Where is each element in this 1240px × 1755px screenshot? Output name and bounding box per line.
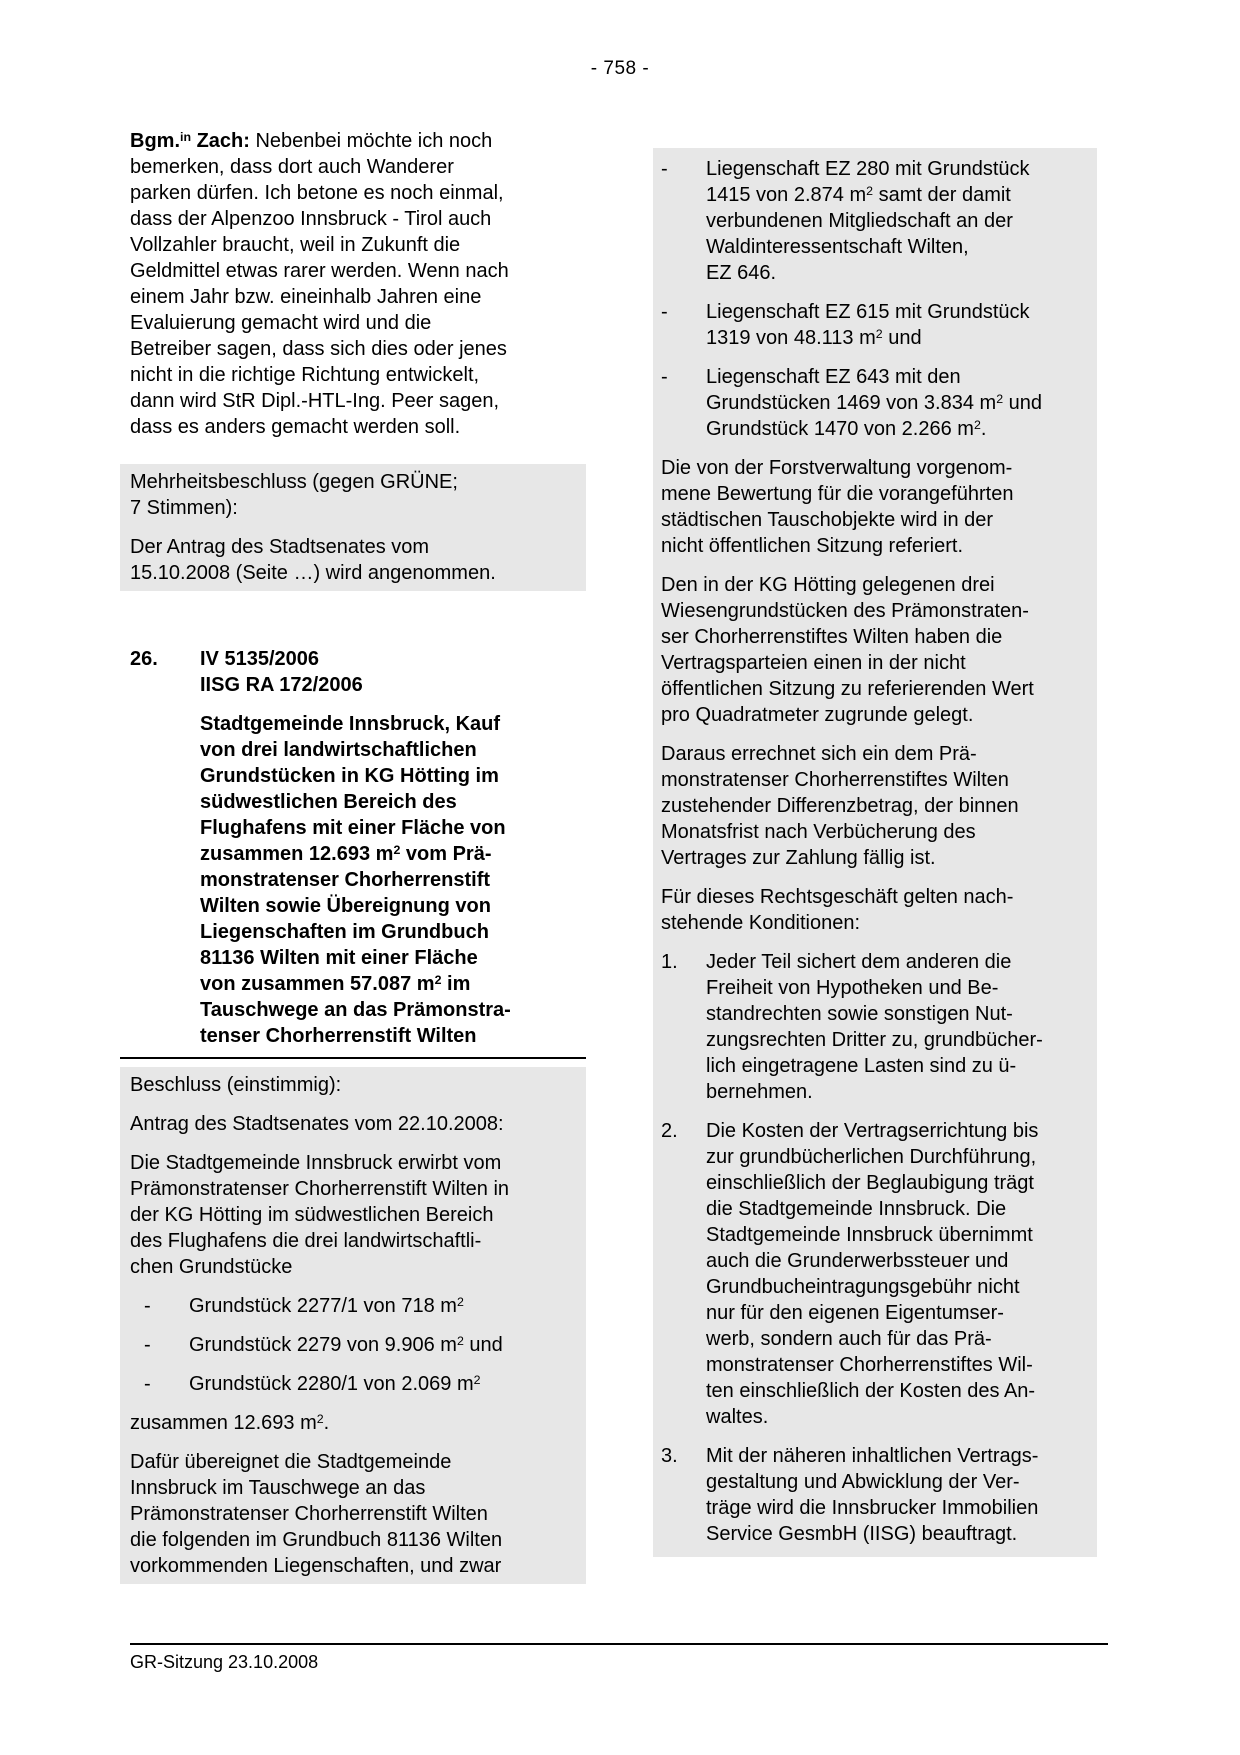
resolution-paragraph: Die Stadtgemeinde Innsbruck erwirbt vom Prämonstratenser Chorherrenstift Wilten in der KG Hötting im südwestlichen Bereich des Flughafens die drei landwirtschaftli- chen Grundstücke (130, 1152, 510, 1278)
list-item (661, 364, 1089, 442)
list-number: 3. (661, 1445, 678, 1467)
resolution-paragraph-2: Dafür übereignet die Stadtgemeinde Innsbruck im Tauschwege an das Prämonstratenser Chorherrenstift Wilten die folgenden im Grundbuch 81136 Wilten vorkommenden Liegenschaften, und zwar (130, 1451, 503, 1577)
list-item-text: Liegenschaft EZ 643 mit den Grundstücken 1469 von 3.834 $m^2$ und Grundstück 1470 von 2.266 $m^2$. (706, 366, 1043, 440)
list-item-text: Grundstück 2279 von 9.906 $m^2$ und (189, 1333, 503, 1356)
numbered-item-text: Jeder Teil sichert dem anderen die Freiheit von Hypotheken und Be- standrechten sowie sonstigen Nut- zungsrechten Dritter zu, grundbücher- lich eingetragene Lasten sind zu ü- bernehmen. (706, 951, 1043, 1103)
resolution-motion: Antrag des Stadtsenates vom 22.10.2008: (130, 1113, 504, 1135)
left-column (120, 128, 586, 1584)
speech-body: bemerken, dass dort auch Wanderer parken dürfen. Ich betone es noch einmal, dass der Alpenzoo Innsbruck - Tirol auch Vollzahler braucht, weil in Zukunft die Geldmittel etwas rarer werden. Wenn nach einem Jahr bzw. eineinhalb Jahren eine Evaluierung gemacht wird und die Betreiber sagen, dass sich dies oder jenes nicht in die richtige Richtung entwickelt, dann wird StR Dipl.-HTL-Ing. Peer sagen, dass es anders gemacht werden soll. (130, 156, 509, 438)
divider-line (120, 1057, 586, 1059)
agenda-item-references: IV 5135/2006 IISG RA 172/2006 (200, 648, 363, 696)
majority-decision-block (120, 464, 586, 591)
difference-paragraph: Daraus errechnet sich ein dem Prä- monstratenser Chorherrenstiftes Wilten zustehender Differenzbetrag, der binnen Monatsfrist nach Verbücherung des Vertrages zur Zahlung fällig ist. (661, 743, 1019, 869)
speaker-superscript: in (180, 129, 192, 144)
property-list (661, 156, 1089, 442)
dash-marker: - (144, 1334, 151, 1356)
agenda-item-header (130, 646, 580, 698)
agenda-item-26 (120, 646, 586, 1049)
numbered-item (661, 1118, 1089, 1430)
numbered-item (661, 949, 1089, 1105)
majority-decision-heading: Mehrheitsbeschluss (gegen GRÜNE; 7 Stimmen): (130, 471, 458, 519)
speaker-name (130, 130, 250, 152)
agenda-item-title: Stadtgemeinde Innsbruck, Kauf von drei landwirtschaftlichen Grundstücken in KG Hötting im südwestlichen Bereich des Flughafens mit einer Fläche von zusammen 12.693 $m^2$ vom Prä- monstratenser Chorherrenstift Wilten sowie Übereignung von Liegenschaften im Grundbuch 81136 Wilten mit einer Fläche von zusammen 57.087 $m^2$ im Tauschwege an das Prämonstra- tenser Chorherrenstift Wilten (200, 713, 511, 1047)
numbered-item (661, 1443, 1089, 1547)
list-item (661, 299, 1089, 351)
list-item (130, 1371, 576, 1397)
speaker-prefix: Bgm. (130, 130, 180, 152)
dash-marker: - (661, 366, 668, 388)
footer-text: GR-Sitzung 23.10.2008 (130, 1652, 319, 1672)
list-item-text: Grundstück 2277/1 von 718 $m^2$ (189, 1294, 464, 1317)
dash-marker: - (144, 1373, 151, 1395)
numbered-item-text: Die Kosten der Vertragserrichtung bis zur grundbücherlichen Durchführung, einschließlich der Beglaubigung trägt die Stadtgemeinde Innsbruck. Die Stadtgemeinde Innsbruck übernimmt auch die Grunderwerbssteuer und Grundbucheintragungsgebühr nicht nur für den eigenen Eigentumser- werb, sondern auch für das Prä- monstratenser Chorherrenstiftes Wil- ten einschließlich der Kosten des An- waltes. (706, 1120, 1039, 1428)
majority-decision-text: Der Antrag des Stadtsenates vom 15.10.2008 (Seite …) wird angenommen. (130, 536, 496, 584)
valuation-paragraph: Die von der Forstverwaltung vorgenom- mene Bewertung für die vorangeführten städtischen Tauschobjekte wird in der nicht öffentlichen Sitzung referiert. (661, 457, 1014, 557)
parcel-list (130, 1293, 576, 1397)
list-item-text: Liegenschaft EZ 280 mit Grundstück 1415 von 2.874 $m^2$ samt der damit verbundenen Mitgliedschaft an der Waldinteressentschaft Wilten, EZ 646. (706, 158, 1030, 284)
conditions-intro: Für dieses Rechtsgeschäft gelten nach- stehende Konditionen: (661, 886, 1014, 934)
list-number: 2. (661, 1120, 678, 1142)
dash-marker: - (144, 1295, 151, 1317)
numbered-item-text: Mit der näheren inhaltlichen Vertrags- gestaltung und Abwicklung der Ver- träge wird die Innsbrucker Immobilien Service GesmbH (IISG) beauftragt. (706, 1445, 1039, 1545)
list-item-text: Grundstück 2280/1 von 2.069 $m^2$ (189, 1372, 481, 1395)
speech-paragraph (120, 128, 586, 440)
right-column (653, 148, 1097, 1557)
resolution-block (120, 1067, 586, 1584)
dash-marker: - (661, 158, 668, 180)
speaker-surname: Zach: (196, 130, 250, 152)
parcel-total: zusammen 12.693 $m^2$. (130, 1411, 330, 1434)
footer-divider (130, 1643, 1108, 1645)
list-item (130, 1332, 576, 1358)
agenda-item-number: 26. (130, 648, 158, 670)
list-item-text: Liegenschaft EZ 615 mit Grundstück 1319 von 48.113 $m^2$ und (706, 301, 1030, 349)
page-number: - 758 - (590, 58, 650, 79)
meadow-paragraph: Den in der KG Hötting gelegenen drei Wiesengrundstücken des Prämonstraten- ser Chorherrenstiftes Wilten haben die Vertragsparteien einen in der nicht öffentlichen Sitzung zu referierenden Wert pro Quadratmeter zugrunde gelegt. (661, 574, 1034, 726)
dash-marker: - (661, 301, 668, 323)
list-item (130, 1293, 576, 1319)
list-item (661, 156, 1089, 286)
resolution-heading: Beschluss (einstimmig): (130, 1074, 342, 1096)
conditions-list (661, 949, 1089, 1547)
speech-first-line: Nebenbei möchte ich noch (255, 130, 493, 152)
list-number: 1. (661, 951, 678, 973)
